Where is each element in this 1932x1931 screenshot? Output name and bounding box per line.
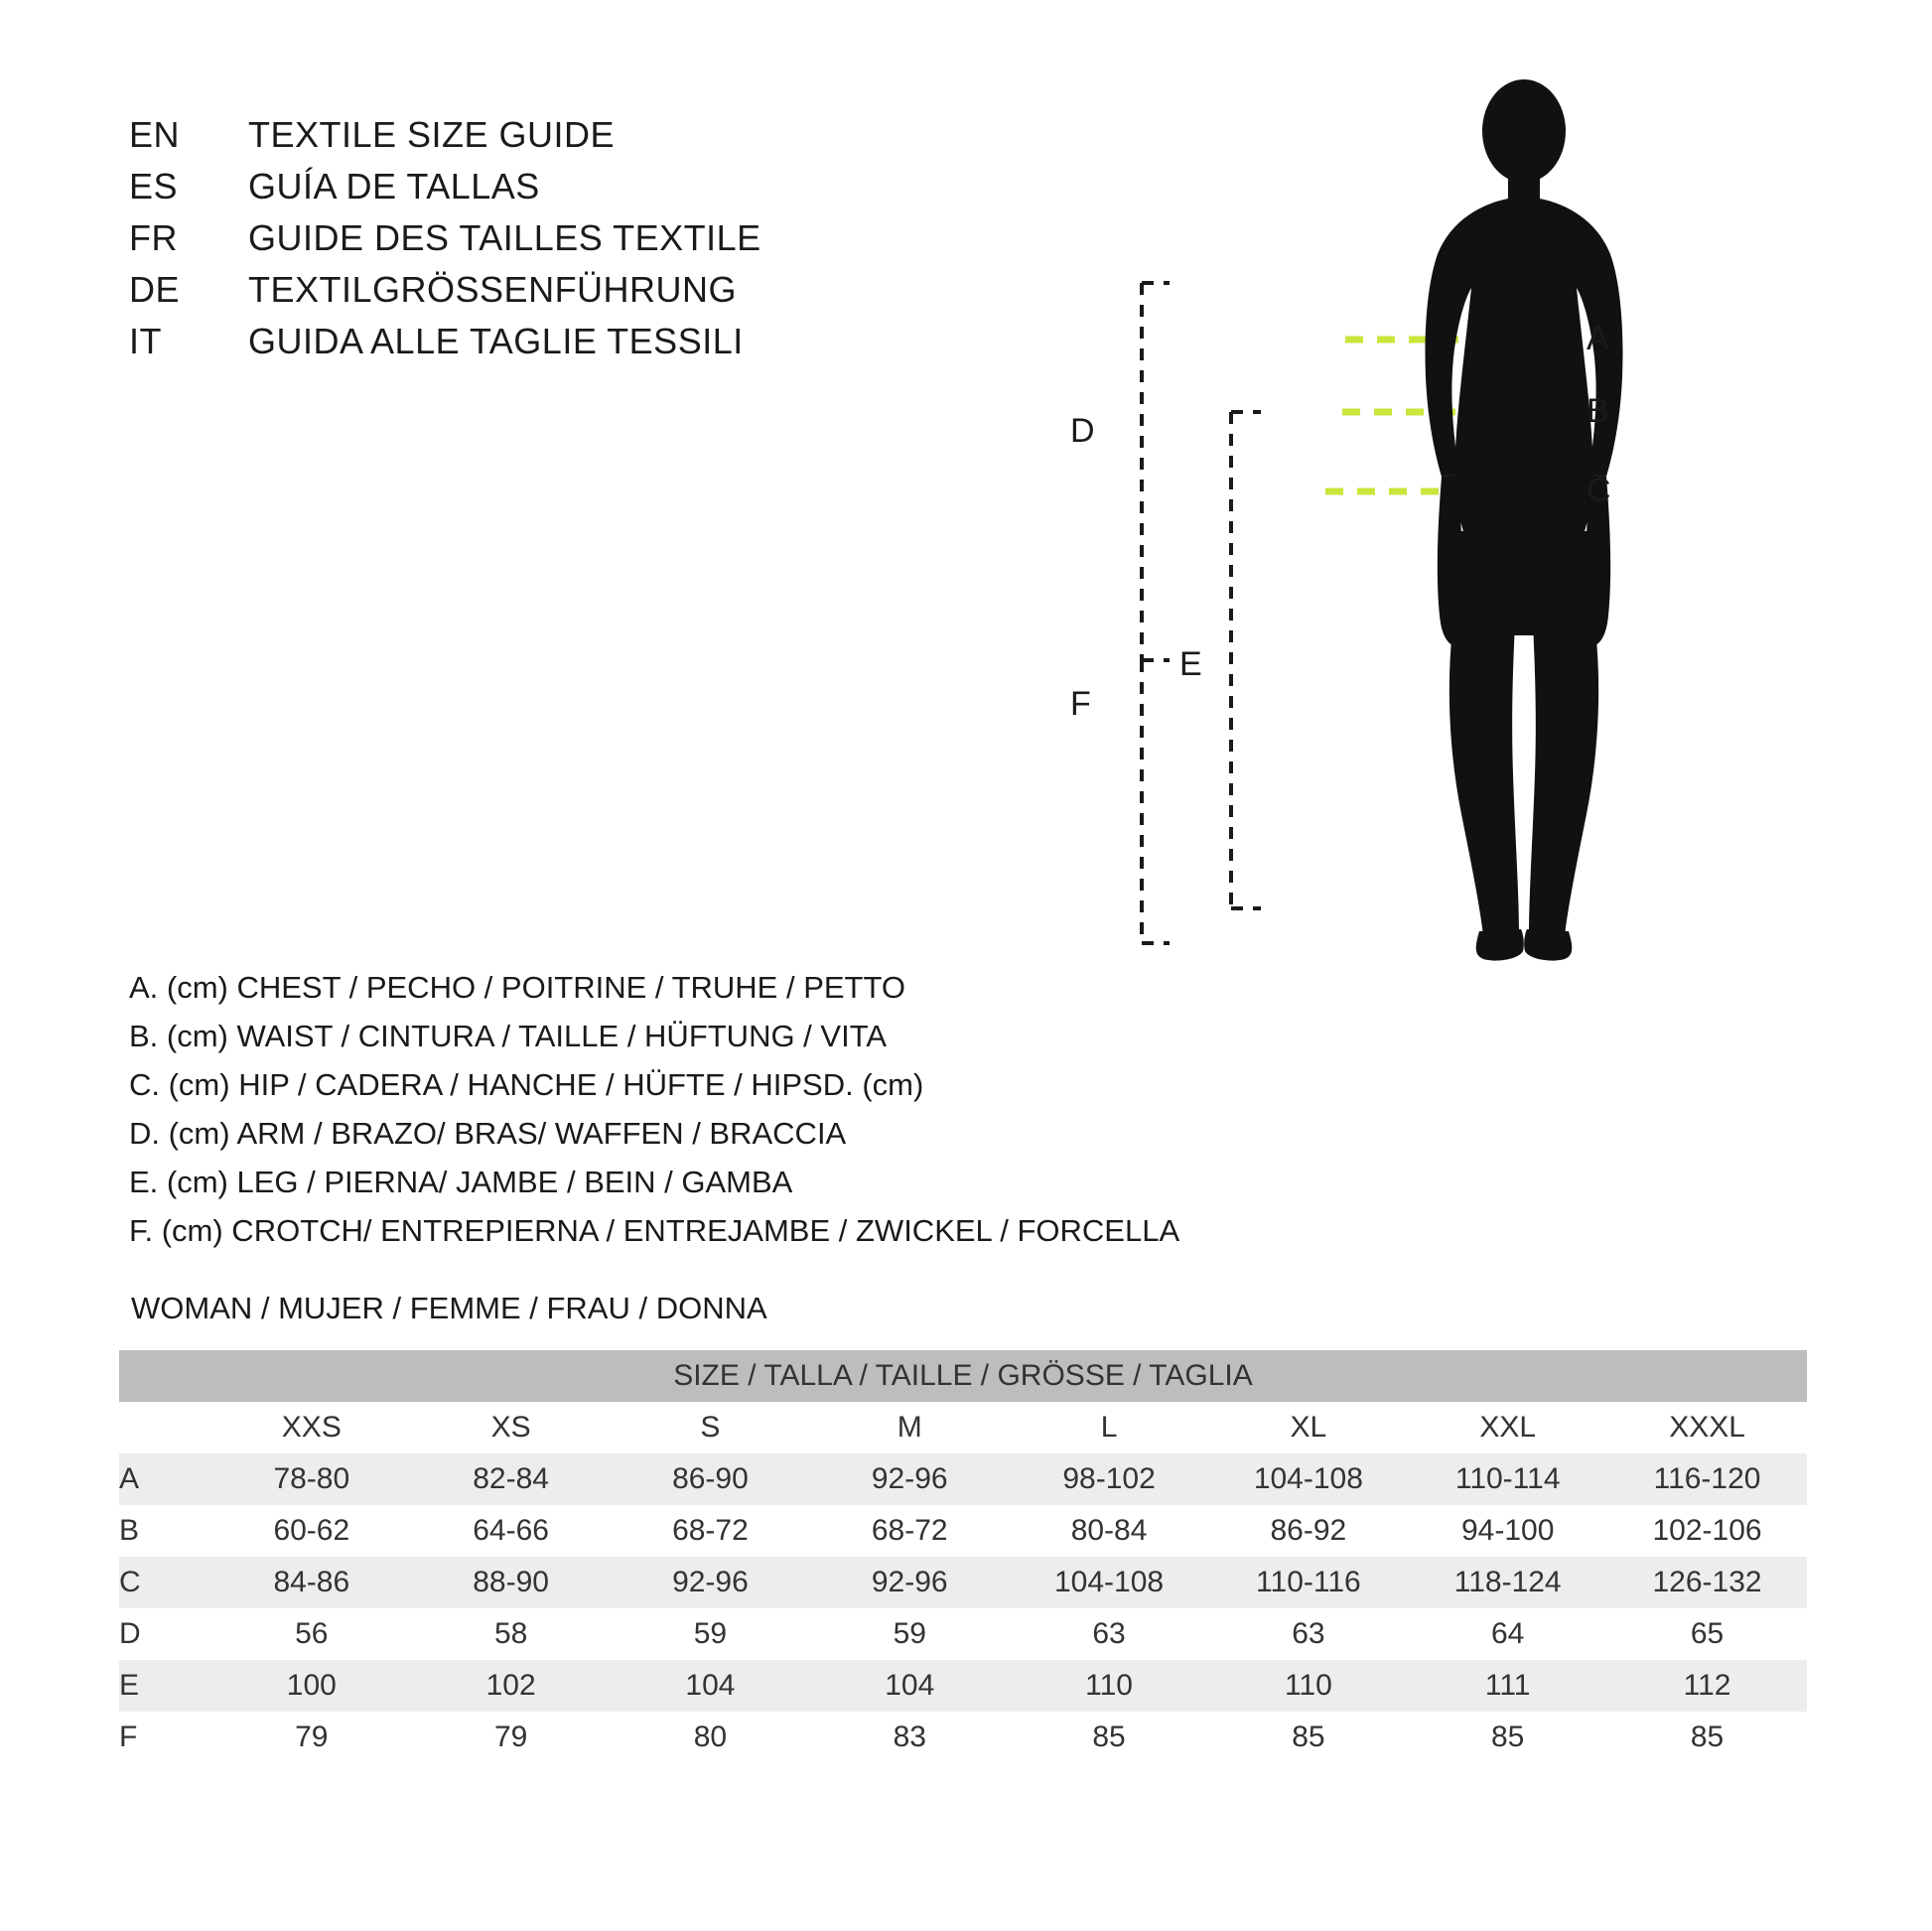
cell-e-xs: 102: [411, 1660, 611, 1712]
table-row: [119, 1660, 1807, 1712]
cell-a-xxxl: 116-120: [1607, 1453, 1807, 1505]
cell-c-xs: 88-90: [411, 1557, 611, 1608]
cell-f-xxl: 85: [1408, 1712, 1607, 1763]
title-lang-it: IT: [129, 321, 162, 361]
size-col-xl: XL: [1208, 1402, 1408, 1453]
legend-line-c: C. (cm) HIP / CADERA / HANCHE / HÜFTE / HIPSD. (cm): [129, 1067, 924, 1102]
legend-line-b: B. (cm) WAIST / CINTURA / TAILLE / HÜFTUNG / VITA: [129, 1019, 888, 1053]
table-row: [119, 1608, 1807, 1660]
table-row: [119, 1505, 1807, 1557]
cell-f-s: 80: [611, 1712, 810, 1763]
title-lang-es: ES: [129, 166, 179, 207]
cell-c-xxl: 118-124: [1408, 1557, 1607, 1608]
cell-b-m: 68-72: [810, 1505, 1010, 1557]
title-text-es: GUÍA DE TALLAS: [248, 166, 540, 207]
cell-c-xxxl: 126-132: [1607, 1557, 1807, 1608]
cell-f-xl: 85: [1208, 1712, 1408, 1763]
title-row-en: [129, 114, 761, 166]
title-text-fr: GUIDE DES TAILLES TEXTILE: [248, 217, 761, 258]
cell-c-s: 92-96: [611, 1557, 810, 1608]
size-col-xs: XS: [411, 1402, 611, 1453]
marker-label-c: C: [1587, 472, 1611, 509]
cell-d-xxxl: 65: [1607, 1608, 1807, 1660]
cell-a-xs: 82-84: [411, 1453, 611, 1505]
cell-d-m: 59: [810, 1608, 1010, 1660]
title-text-de: TEXTILGRÖSSENFÜHRUNG: [248, 269, 738, 310]
cell-b-xxl: 94-100: [1408, 1505, 1607, 1557]
cell-a-xl: 104-108: [1208, 1453, 1408, 1505]
cell-f-m: 83: [810, 1712, 1010, 1763]
cell-d-xxs: 56: [211, 1608, 411, 1660]
size-col-xxs: XXS: [211, 1402, 411, 1453]
cell-c-l: 104-108: [1010, 1557, 1209, 1608]
cell-d-xl: 63: [1208, 1608, 1408, 1660]
legend-line-d: D. (cm) ARM / BRAZO/ BRAS/ WAFFEN / BRACCIA: [129, 1116, 847, 1151]
row-label-d: D: [119, 1608, 211, 1660]
size-col-l: L: [1010, 1402, 1209, 1453]
cell-b-xxs: 60-62: [211, 1505, 411, 1557]
cell-e-m: 104: [810, 1660, 1010, 1712]
cell-b-s: 68-72: [611, 1505, 810, 1557]
bracket-e: [1231, 412, 1261, 908]
row-label-a: A: [119, 1453, 211, 1505]
table-row: [119, 1557, 1807, 1608]
title-text-it: GUIDA ALLE TAGLIE TESSILI: [248, 321, 744, 361]
size-col-m: M: [810, 1402, 1010, 1453]
table-row: [119, 1712, 1807, 1763]
cell-e-xxs: 100: [211, 1660, 411, 1712]
cell-d-xxl: 64: [1408, 1608, 1607, 1660]
row-label-e: E: [119, 1660, 211, 1712]
cell-a-xxs: 78-80: [211, 1453, 411, 1505]
cell-b-xs: 64-66: [411, 1505, 611, 1557]
cell-a-l: 98-102: [1010, 1453, 1209, 1505]
cell-a-xxl: 110-114: [1408, 1453, 1607, 1505]
bracket-d: [1142, 283, 1170, 660]
group-label: WOMAN / MUJER / FEMME / FRAU / DONNA: [131, 1291, 767, 1325]
cell-e-xxxl: 112: [1607, 1660, 1807, 1712]
woman-silhouette-icon: [1380, 79, 1668, 973]
title-lang-fr: FR: [129, 217, 178, 258]
figure-area: [1070, 69, 1817, 1221]
title-row-es: [129, 166, 761, 217]
marker-label-d: D: [1070, 412, 1095, 450]
title-row-it: [129, 321, 761, 372]
title-row-de: [129, 269, 761, 321]
table-sizes-row: [119, 1402, 1807, 1453]
size-table: [119, 1350, 1807, 1763]
legend-line-f: F. (cm) CROTCH/ ENTREPIERNA / ENTREJAMBE / ZWICKEL / FORCELLA: [129, 1213, 1180, 1248]
marker-label-e: E: [1179, 645, 1202, 683]
measurement-legend: [129, 963, 1179, 1255]
cell-a-s: 86-90: [611, 1453, 810, 1505]
cell-e-s: 104: [611, 1660, 810, 1712]
row-label-b: B: [119, 1505, 211, 1557]
title-text-en: TEXTILE SIZE GUIDE: [248, 114, 616, 155]
cell-a-m: 92-96: [810, 1453, 1010, 1505]
size-table-wrap: [119, 1350, 1807, 1763]
cell-e-xl: 110: [1208, 1660, 1408, 1712]
cell-e-l: 110: [1010, 1660, 1209, 1712]
cell-c-m: 92-96: [810, 1557, 1010, 1608]
table-header-title: SIZE / TALLA / TAILLE / GRÖSSE / TAGLIA: [119, 1350, 1807, 1402]
legend-line-a: A. (cm) CHEST / PECHO / POITRINE / TRUHE / PETTO: [129, 970, 905, 1005]
cell-b-l: 80-84: [1010, 1505, 1209, 1557]
cell-c-xxs: 84-86: [211, 1557, 411, 1608]
cell-c-xl: 110-116: [1208, 1557, 1408, 1608]
title-row-fr: [129, 217, 761, 269]
cell-f-xs: 79: [411, 1712, 611, 1763]
cell-f-xxxl: 85: [1607, 1712, 1807, 1763]
cell-f-l: 85: [1010, 1712, 1209, 1763]
sizes-row-corner: [119, 1402, 211, 1453]
bracket-f: [1142, 660, 1170, 943]
cell-d-l: 63: [1010, 1608, 1209, 1660]
row-label-f: F: [119, 1712, 211, 1763]
cell-d-s: 59: [611, 1608, 810, 1660]
legend-line-e: E. (cm) LEG / PIERNA/ JAMBE / BEIN / GAMBA: [129, 1165, 793, 1199]
marker-label-b: B: [1587, 392, 1609, 430]
title-lang-de: DE: [129, 269, 181, 310]
title-lang-en: EN: [129, 114, 181, 155]
marker-label-f: F: [1070, 685, 1091, 723]
cell-f-xxs: 79: [211, 1712, 411, 1763]
cell-b-xxxl: 102-106: [1607, 1505, 1807, 1557]
size-col-s: S: [611, 1402, 810, 1453]
cell-d-xs: 58: [411, 1608, 611, 1660]
table-header-row: [119, 1350, 1807, 1402]
size-col-xxxl: XXXL: [1607, 1402, 1807, 1453]
cell-e-xxl: 111: [1408, 1660, 1607, 1712]
size-col-xxl: XXL: [1408, 1402, 1607, 1453]
row-label-c: C: [119, 1557, 211, 1608]
marker-label-a: A: [1587, 320, 1609, 357]
title-block: [129, 114, 761, 372]
cell-b-xl: 86-92: [1208, 1505, 1408, 1557]
table-row: [119, 1453, 1807, 1505]
